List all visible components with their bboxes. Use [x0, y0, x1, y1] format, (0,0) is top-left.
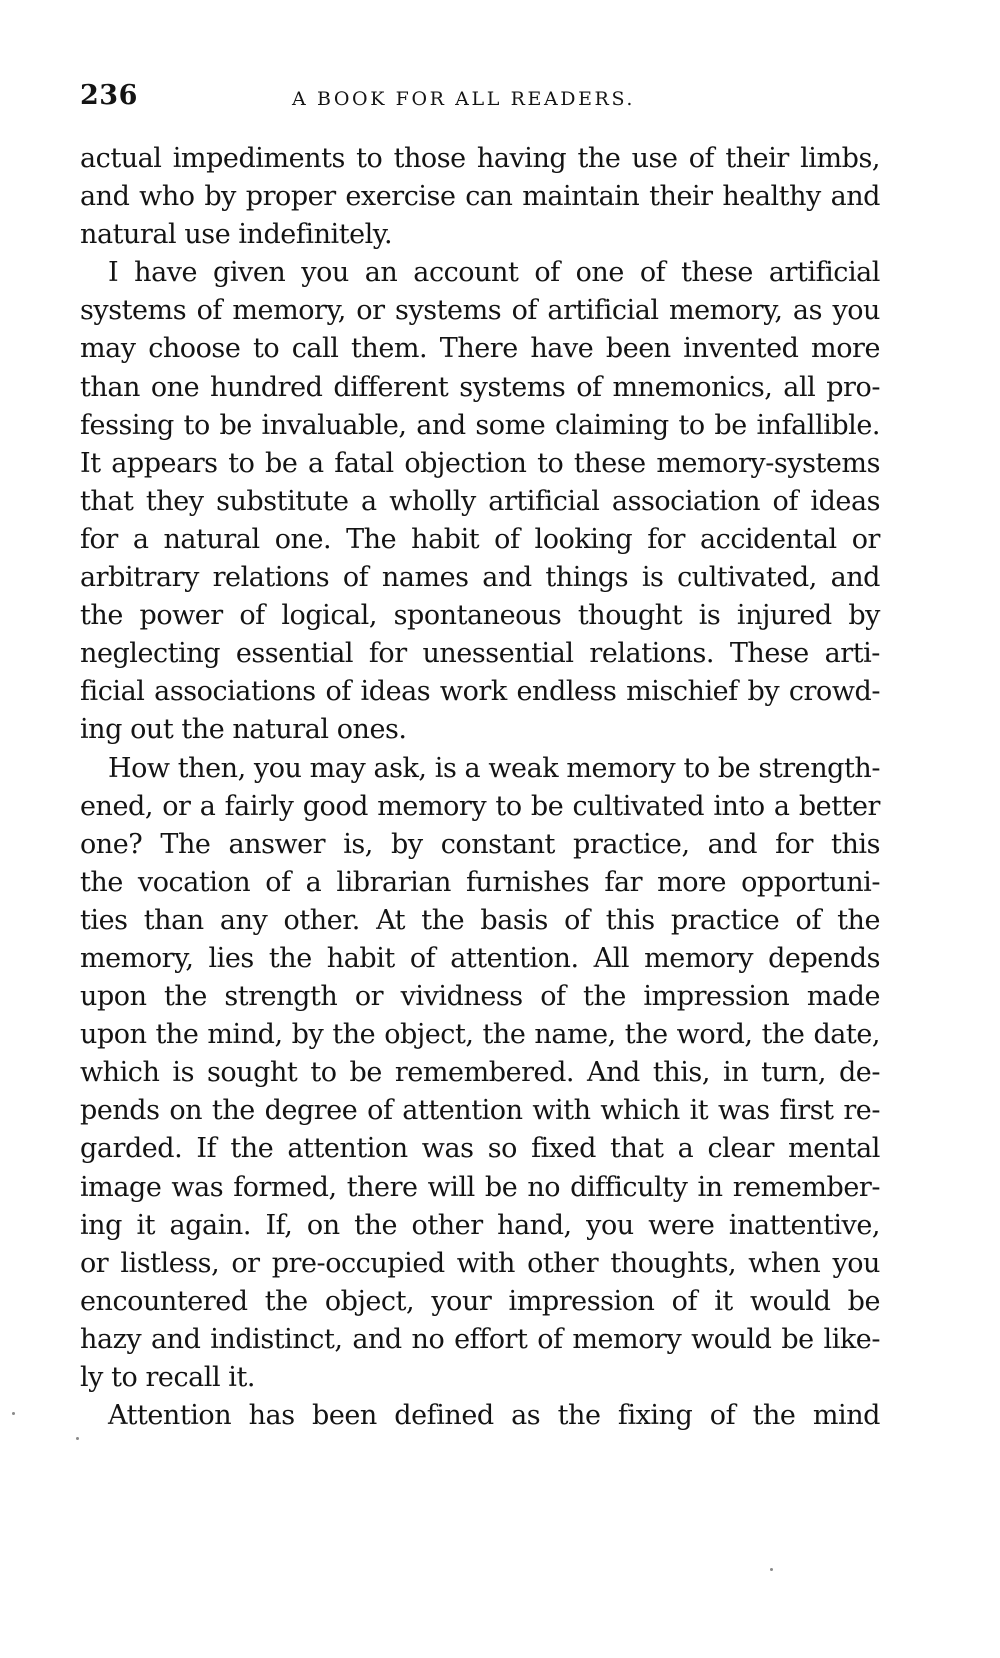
text-line: I have given you an account of one of these artificial [108, 257, 880, 289]
text-line: ties than any other. At the basis of this practice of the [80, 904, 880, 936]
scan-speck [770, 1568, 773, 1571]
text-line: ened, or a fairly good memory to be cultivated into a better [80, 790, 880, 822]
text-line: neglecting essential for unessential relations. These arti- [80, 638, 880, 670]
text-line: garded. If the attention was so fixed that a clear mental [80, 1133, 880, 1165]
text-line: may choose to call them. There have been invented more [80, 333, 880, 365]
text-line: ing it again. If, on the other hand, you were inattentive, [80, 1209, 880, 1241]
text-line: How then, you may ask, is a weak memory to be strength- [108, 752, 880, 784]
text-line: It appears to be a fatal objection to these memory-systems [80, 447, 880, 479]
text-line: upon the strength or vividness of the impression made [80, 981, 880, 1013]
text-line: the power of logical, spontaneous thought is injured by [80, 600, 880, 632]
page-header [80, 80, 880, 120]
text-line: arbitrary relations of names and things is cultivated, and [80, 562, 880, 594]
text-line: encountered the object, your impression of it would be [80, 1285, 880, 1317]
text-line: than one hundred different systems of mnemonics, all pro- [80, 371, 880, 403]
text-line: ficial associations of ideas work endless mischief by crowd- [80, 676, 880, 708]
text-line: pends on the degree of attention with which it was first re- [80, 1095, 880, 1127]
text-line: that they substitute a wholly artificial association of ideas [80, 485, 880, 517]
text-line: or listless, or pre-occupied with other thoughts, when you [80, 1247, 880, 1279]
page-number: 236 [80, 80, 138, 111]
scan-speck [76, 1437, 79, 1440]
text-line: actual impediments to those having the use of their limbs, [80, 143, 880, 174]
text-line: fessing to be invaluable, and some claiming to be infallible. [80, 409, 880, 441]
text-line: systems of memory, or systems of artificial memory, as you [80, 295, 880, 327]
text-line: which is sought to be remembered. And this, in turn, de- [80, 1057, 880, 1089]
body-text [80, 140, 880, 1435]
text-line: for a natural one. The habit of looking for accidental or [80, 523, 880, 555]
text-line: ing out the natural ones. [80, 714, 407, 746]
text-line: ly to recall it. [80, 1362, 255, 1393]
text-line: the vocation of a librarian furnishes far more opportuni- [80, 866, 880, 898]
scan-speck [12, 1412, 15, 1415]
text-line: Attention has been defined as the fixing of the mind [108, 1400, 880, 1432]
text-line: memory, lies the habit of attention. All memory depends [80, 942, 880, 974]
text-line: natural use indefinitely. [80, 219, 393, 251]
text-line: one? The answer is, by constant practice, and for this [80, 828, 880, 860]
text-line: and who by proper exercise can maintain their healthy and [80, 181, 880, 213]
text-line: upon the mind, by the object, the name, the word, the date, [80, 1019, 880, 1051]
running-head: A BOOK FOR ALL READERS. [292, 88, 636, 110]
text-line: image was formed, there will be no difficulty in remember- [80, 1171, 880, 1203]
text-line: hazy and indistinct, and no effort of memory would be like- [80, 1323, 880, 1355]
